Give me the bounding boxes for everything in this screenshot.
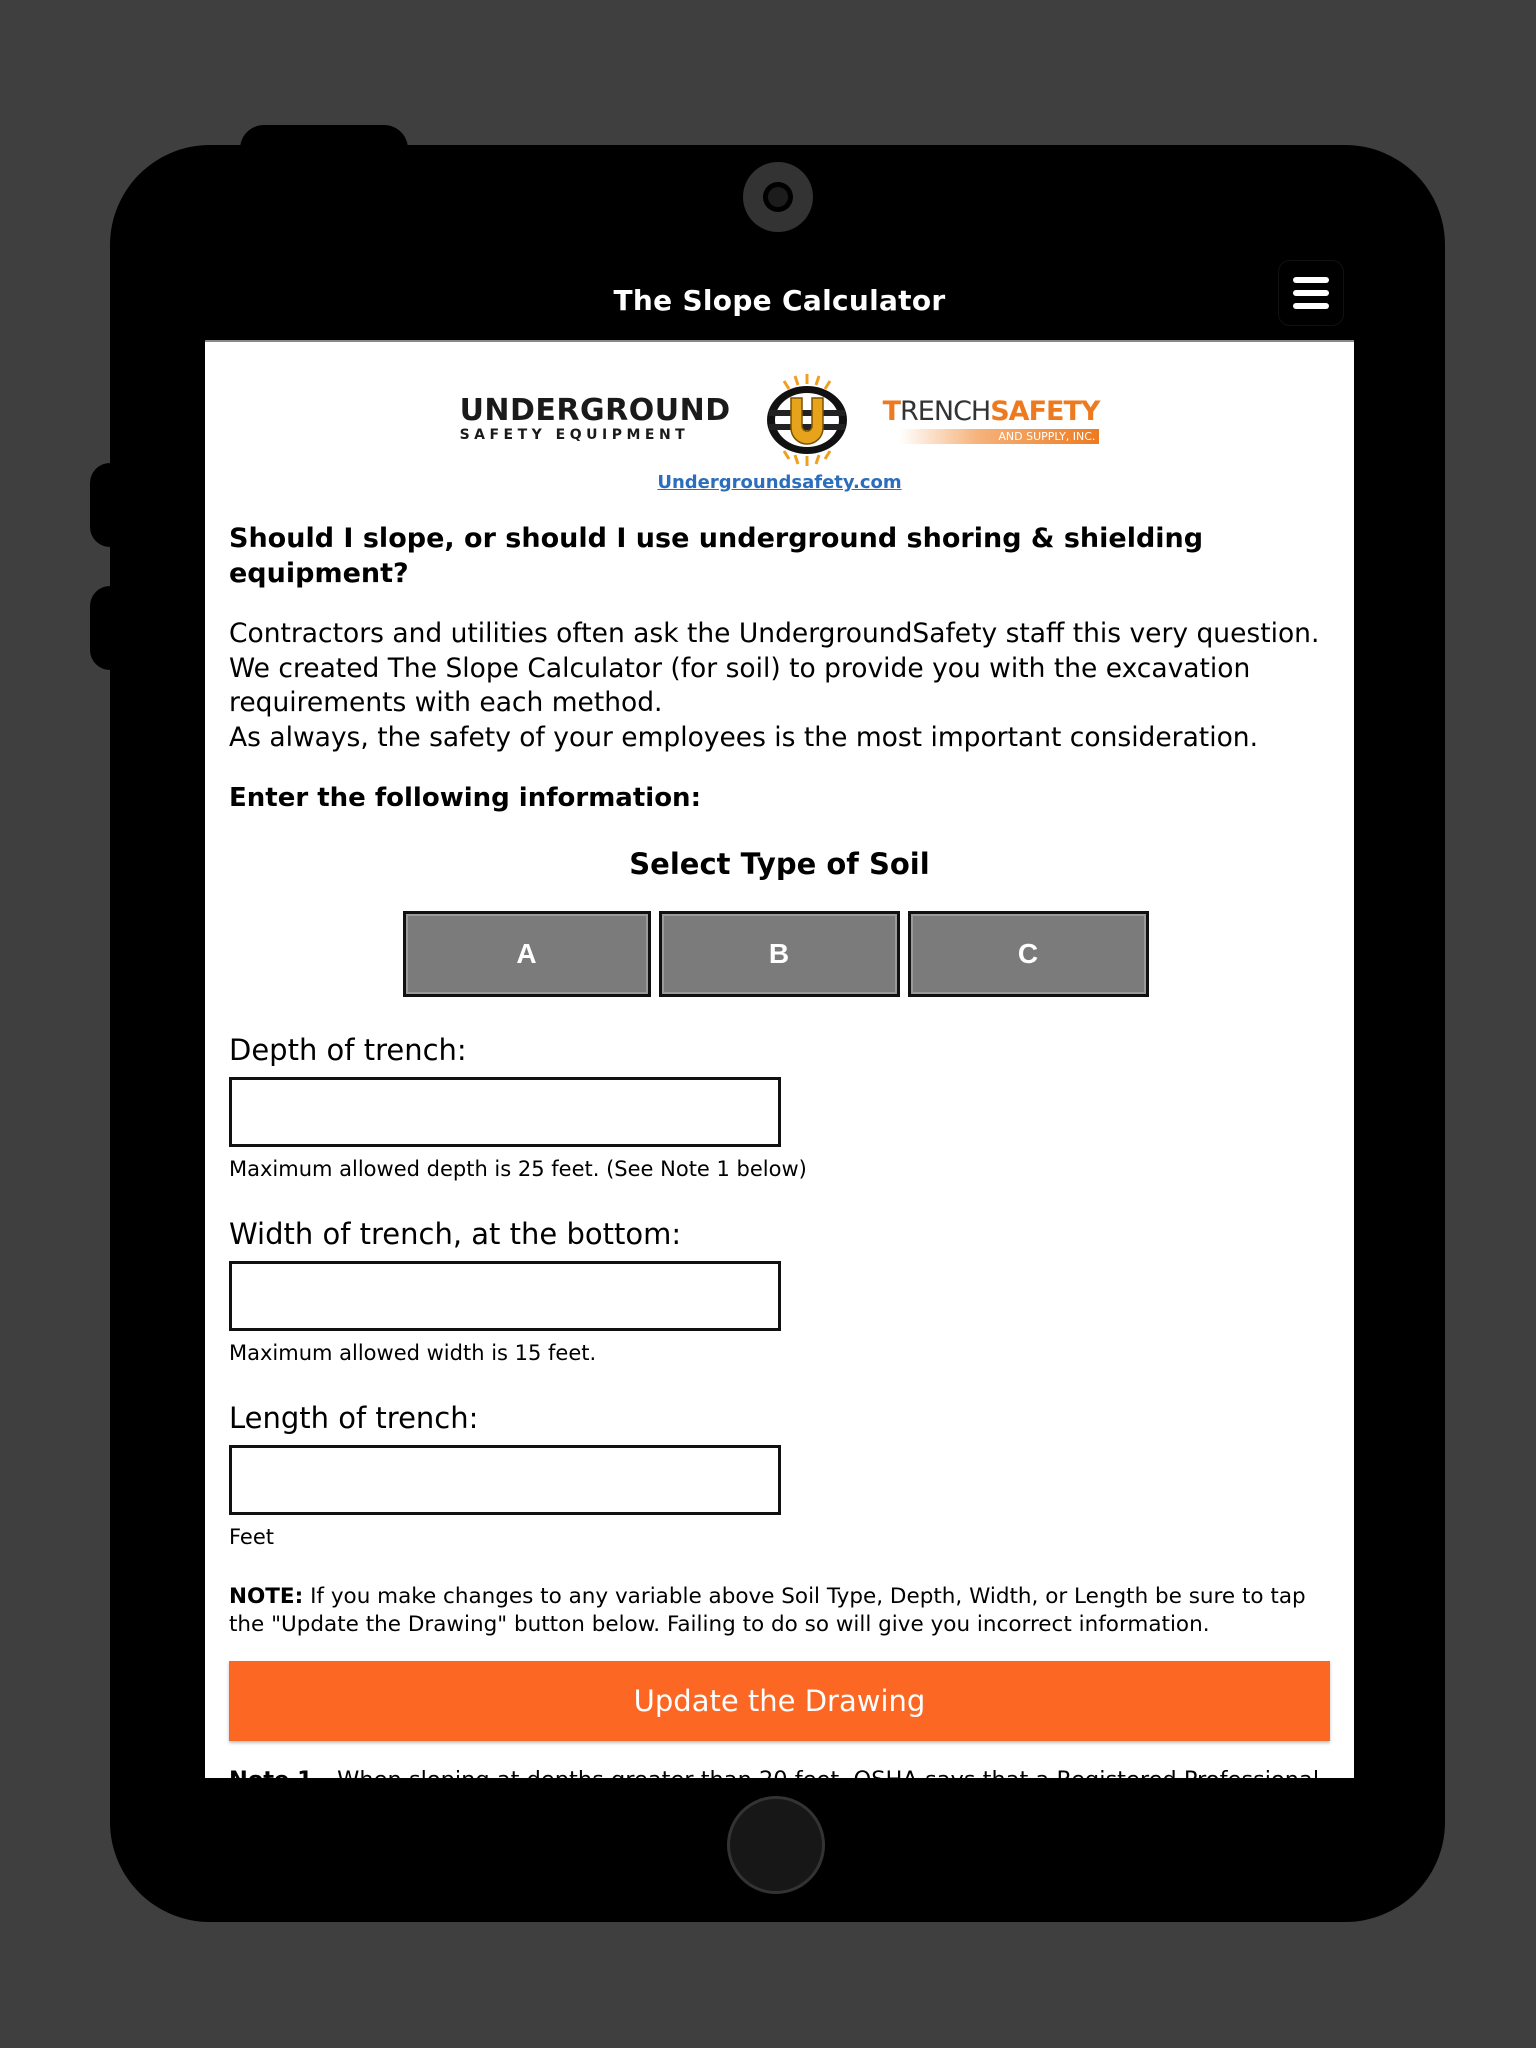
depth-hint: Maximum allowed depth is 25 feet. (See Note 1 below) [229,1157,807,1181]
width-input[interactable] [229,1261,781,1331]
u-emblem-logo-icon [759,372,855,468]
undergroundsafety-link[interactable]: Undergroundsafety.com [657,472,902,493]
app-header [205,260,1354,340]
enter-info-heading: Enter the following information: [229,783,701,813]
soil-type-b-button[interactable]: B [659,911,900,997]
length-label: Length of trench: [229,1401,479,1435]
length-input[interactable] [229,1445,781,1515]
update-drawing-button[interactable]: Update the Drawing [229,1661,1330,1741]
length-unit: Feet [229,1525,275,1549]
width-hint: Maximum allowed width is 15 feet. [229,1341,597,1365]
note-1: Note 1 - When sloping at depths greater than 20 feet, OSHA says that a Registered Professional [229,1767,1320,1793]
intro-paragraph: Contractors and utilities often ask the UndergroundSafety staff this very question. We created The Slope Calculator (for soil) to provide you with the excavation requirements with each method. As always, the safety of your employees is the most important consideration. [229,618,1320,753]
soil-type-a-button[interactable]: A [403,911,651,997]
depth-input[interactable] [229,1077,781,1147]
underground-safety-logo: UNDERGROUND SAFETY EQUIPMENT [459,393,731,443]
app-title: The Slope Calculator [613,283,946,317]
app-screen [205,340,1354,1793]
hamburger-menu-button[interactable] [1278,260,1344,326]
trench-safety-logo: TRENCHSAFETY AND SUPPLY, INC. [882,395,1100,443]
tablet-home-button [727,1796,825,1894]
soil-type-c-button[interactable]: C [908,911,1149,997]
soil-type-heading: Select Type of Soil [629,847,930,881]
camera-icon [743,162,813,232]
logo-bar [229,372,1330,468]
update-note: NOTE: If you make changes to any variable above Soil Type, Depth, Width, or Length be sure to tap the "Update the Drawing" button below. Failing to do so will give you incorrect information. [229,1584,1306,1637]
soil-type-selector [221,911,1330,997]
depth-label: Depth of trench: [229,1033,467,1067]
width-label: Width of trench, at the bottom: [229,1217,682,1251]
hamburger-menu-icon [1293,277,1329,283]
question-heading: Should I slope, or should I use underground shoring & shielding equipment? [229,523,1204,589]
